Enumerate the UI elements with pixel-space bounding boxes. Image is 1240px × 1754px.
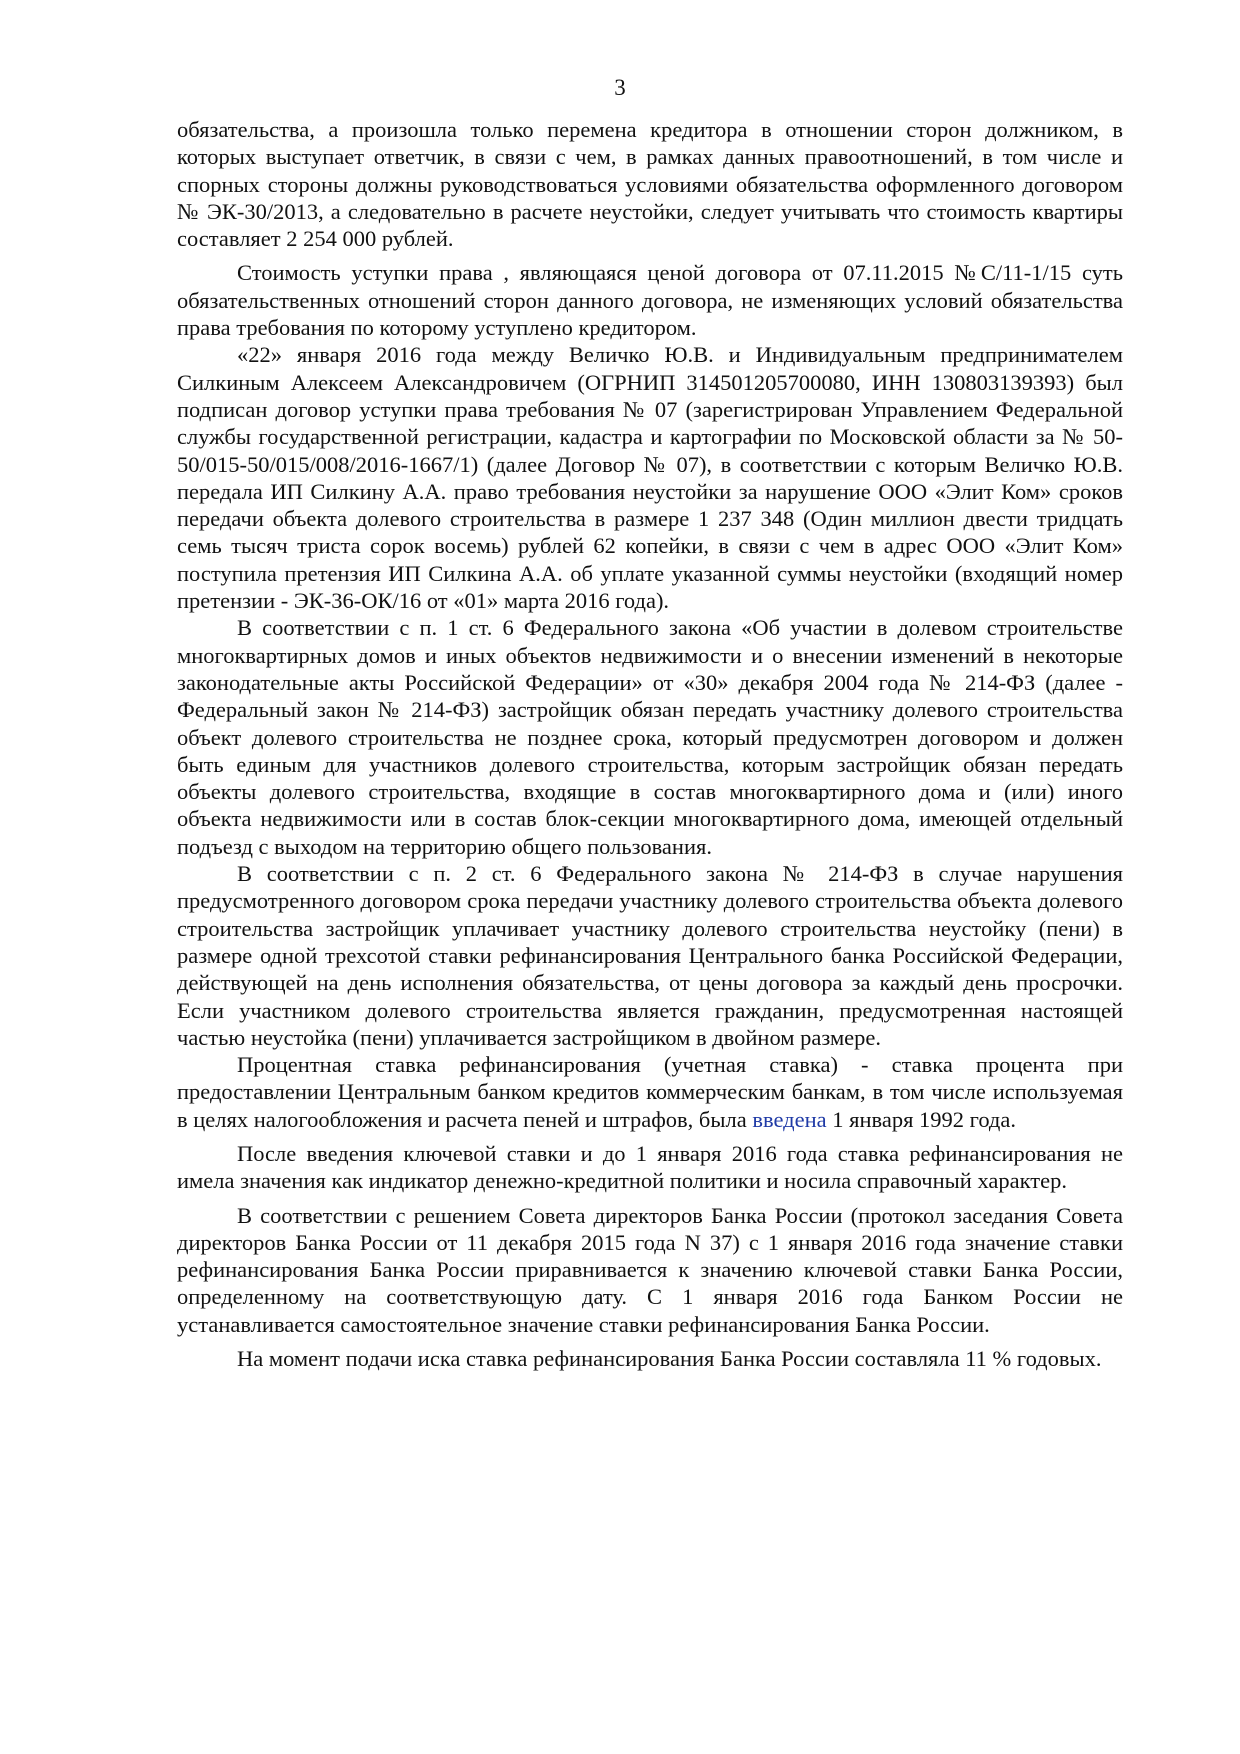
introduced-link[interactable]: введена bbox=[752, 1106, 827, 1132]
paragraph-law-article-6-1: В соответствии с п. 1 ст. 6 Федерального закона «Об участии в долевом строительстве многоквартирных домов и иных объектов недвижимости и о внесении изменений в некоторые законодательные акты Российской Федерации» от «30» декабря 2004 года № 214-ФЗ (далее - Федеральный закон № 214-ФЗ) застройщик обязан передать участнику долевого строительства объект долевого строительства не позднее срока, который предусмотрен договором и должен быть единым для участников долевого строительства, которым застройщик обязан передать объекты долевого строительства, входящие в состав многоквартирного дома и (или) иного объекта недвижимости или в состав блок-секции многоквартирного дома, имеющей отдельный подъезд с выходом на территорию общего пользования. bbox=[177, 615, 1123, 859]
paragraph-current-rate: На момент подачи иска ставка рефинансирования Банка России составляла 11 % годовых. bbox=[237, 1346, 1102, 1372]
paragraph-assignment-price: Стоимость уступки права , являющаяся ценой договора от 07.11.2015 №С/11-1/15 суть обязательственных отношений сторон данного договора, не изменяющих условий обязательства права требования по которому уступлено кредитором. bbox=[177, 260, 1123, 341]
paragraph-bank-decision: В соответствии с решением Совета директоров Банка России (протокол заседания Совета директоров Банка России от 11 декабря 2015 года N 37) с 1 января 2016 года значение ставки рефинансирования Банка России приравнивается к значению ключевой ставки Банка России, определенному на соответствующую дату. С 1 января 2016 года Банком России не устанавливается самостоятельное значение ставки рефинансирования Банка России. bbox=[177, 1202, 1123, 1337]
refinancing-rate-text-before: Процентная ставка рефинансирования (учетная ставка) - ставка процента при предоставлении Центральным банком кредитов коммерческим банкам, в том числе используемая в целях налогообложения и расчета пеней и штрафов, была bbox=[177, 1052, 1123, 1132]
paragraph-refinancing-rate bbox=[177, 1051, 1123, 1133]
paragraph-key-rate-introduction: После введения ключевой ставки и до 1 января 2016 года ставка рефинансирования не имела значения как индикатор денежно-кредитной политики и носила справочный характер. bbox=[177, 1140, 1123, 1194]
document-body bbox=[177, 116, 1123, 1372]
paragraph-law-article-6-2: В соответствии с п. 2 ст. 6 Федерального закона № 214-ФЗ в случае нарушения предусмотренного договором срока передачи участнику долевого строительства объекта долевого строительства застройщик уплачивает участнику долевого строительства неустойку (пени) в размере одной трехсотой ставки рефинансирования Центрального банка Российской Федерации, действующей на день исполнения обязательства, от цены договора за каждый день просрочки. Если участником долевого строительства является гражданин, предусмотренная настоящей частью неустойка (пени) уплачивается застройщиком в двойном размере. bbox=[177, 861, 1123, 1050]
paragraph-assignment-contract: «22» января 2016 года между Величко Ю.В. и Индивидуальным предпринимателем Силкиным Алексеем Александровичем (ОГРНИП 314501205700080, ИНН 130803139393) был подписан договор уступки права требования № 07 (зарегистрирован Управлением Федеральной службы государственной регистрации, кадастра и картографии по Московской области за № 50-50/015-50/015/008/2016-1667/1) (далее Договор № 07), в соответствии с которым Величко Ю.В. передала ИП Силкину А.А. право требования неустойки за нарушение ООО «Элит Ком» сроков передачи объекта долевого строительства в размере 1 237 348 (Один миллион двести тридцать семь тысяч триста сорок восемь) рублей 62 копейки, в связи с чем в адрес ООО «Элит Ком» поступила претензия ИП Силкина А.А. об уплате указанной суммы неустойки (входящий номер претензии - ЭК-36-ОК/16 от «01» марта 2016 года). bbox=[177, 342, 1123, 614]
paragraph-creditor-change: обязательства, а произошла только перемена кредитора в отношении сторон должником, в которых выступает ответчик, в связи с чем, в рамках данных правоотношений, в том числе и спорных стороны должны руководствоваться условиями обязательства оформленного договором № ЭК-30/2013, а следовательно в расчете неустойки, следует учитывать что стоимость квартиры составляет 2 254 000 рублей. bbox=[177, 117, 1123, 252]
page-number: 3 bbox=[614, 75, 626, 100]
refinancing-rate-text-after: 1 января 1992 года. bbox=[826, 1106, 1016, 1132]
